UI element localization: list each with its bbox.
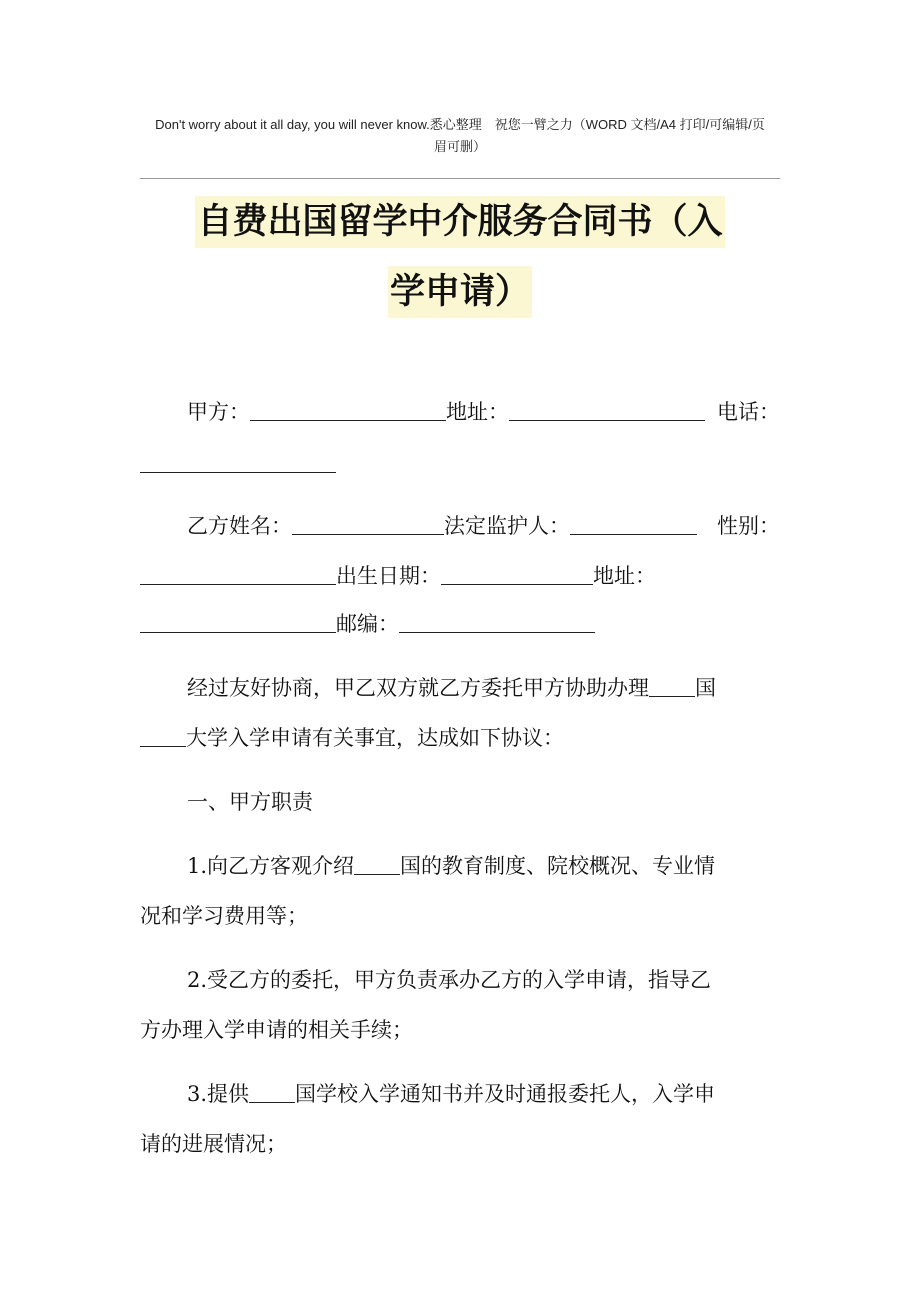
- party-b-line-2: [140, 561, 780, 591]
- party-b-guardian-blank: [570, 514, 697, 535]
- document-title-line-1: 自费出国留学中介服务合同书（入: [140, 196, 780, 248]
- header-divider: [140, 178, 780, 179]
- party-b-line-1: [187, 511, 780, 541]
- party-a-address-label: 地址：: [446, 400, 509, 424]
- party-a-phone-blank: [140, 452, 336, 473]
- party-b-guardian-label: 法定监护人：: [444, 514, 570, 538]
- header-line-1: Don't worry about it all day, you will never know.悉心整理 祝您一臂之力（WORD 文档/A4 打印/可编辑/页: [155, 117, 765, 132]
- party-b-postcode-blank: [399, 612, 595, 633]
- party-b-postcode-label: 邮编：: [336, 612, 399, 636]
- country-blank: [649, 676, 695, 697]
- party-a-name-blank: [250, 400, 446, 421]
- university-blank: [140, 726, 186, 747]
- intro-line-2: 大学入学申请有关事宜，达成如下协议：: [140, 723, 780, 753]
- party-b-address-blank: [140, 612, 336, 633]
- item-2-line-1: 2.受乙方的委托，甲方负责承办乙方的入学申请，指导乙: [187, 968, 712, 992]
- header-line-2: 眉可删）: [433, 139, 486, 154]
- page-header: [140, 114, 780, 158]
- party-a-address-blank: [509, 400, 705, 421]
- party-a-phone-line: [140, 449, 780, 479]
- party-b-line-3: [140, 609, 780, 639]
- section-1-heading: 一、甲方职责: [187, 790, 313, 814]
- party-b-birth-label: 出生日期：: [336, 564, 441, 588]
- item-3-line-1: 3.提供 国学校入学通知书并及时通报委托人，入学申: [187, 1082, 716, 1106]
- item-3-country-blank: [249, 1082, 295, 1103]
- party-b-name-blank: [292, 514, 444, 535]
- item-1-line-2: 况和学习费用等；: [140, 904, 308, 928]
- party-b-gender-label: 性别：: [717, 514, 780, 538]
- party-b-name-label: 乙方姓名：: [187, 514, 292, 538]
- party-a-line: [187, 397, 780, 427]
- party-b-gender-blank: [140, 564, 336, 585]
- party-b-birth-blank: [441, 564, 593, 585]
- item-2-line-2: 方办理入学申请的相关手续；: [140, 1018, 413, 1042]
- party-a-label: 甲方：: [187, 400, 250, 424]
- document-title-line-2: 学申请）: [140, 266, 780, 318]
- party-b-address-label: 地址：: [593, 564, 656, 588]
- item-1-line-1: 1.向乙方客观介绍 国的教育制度、院校概况、专业情: [187, 854, 716, 878]
- party-a-phone-label: 电话：: [717, 400, 780, 424]
- item-1-country-blank: [354, 854, 400, 875]
- item-3-line-2: 请的进展情况；: [140, 1132, 287, 1156]
- intro-line-1: 经过友好协商，甲乙双方就乙方委托甲方协助办理 国: [187, 676, 716, 700]
